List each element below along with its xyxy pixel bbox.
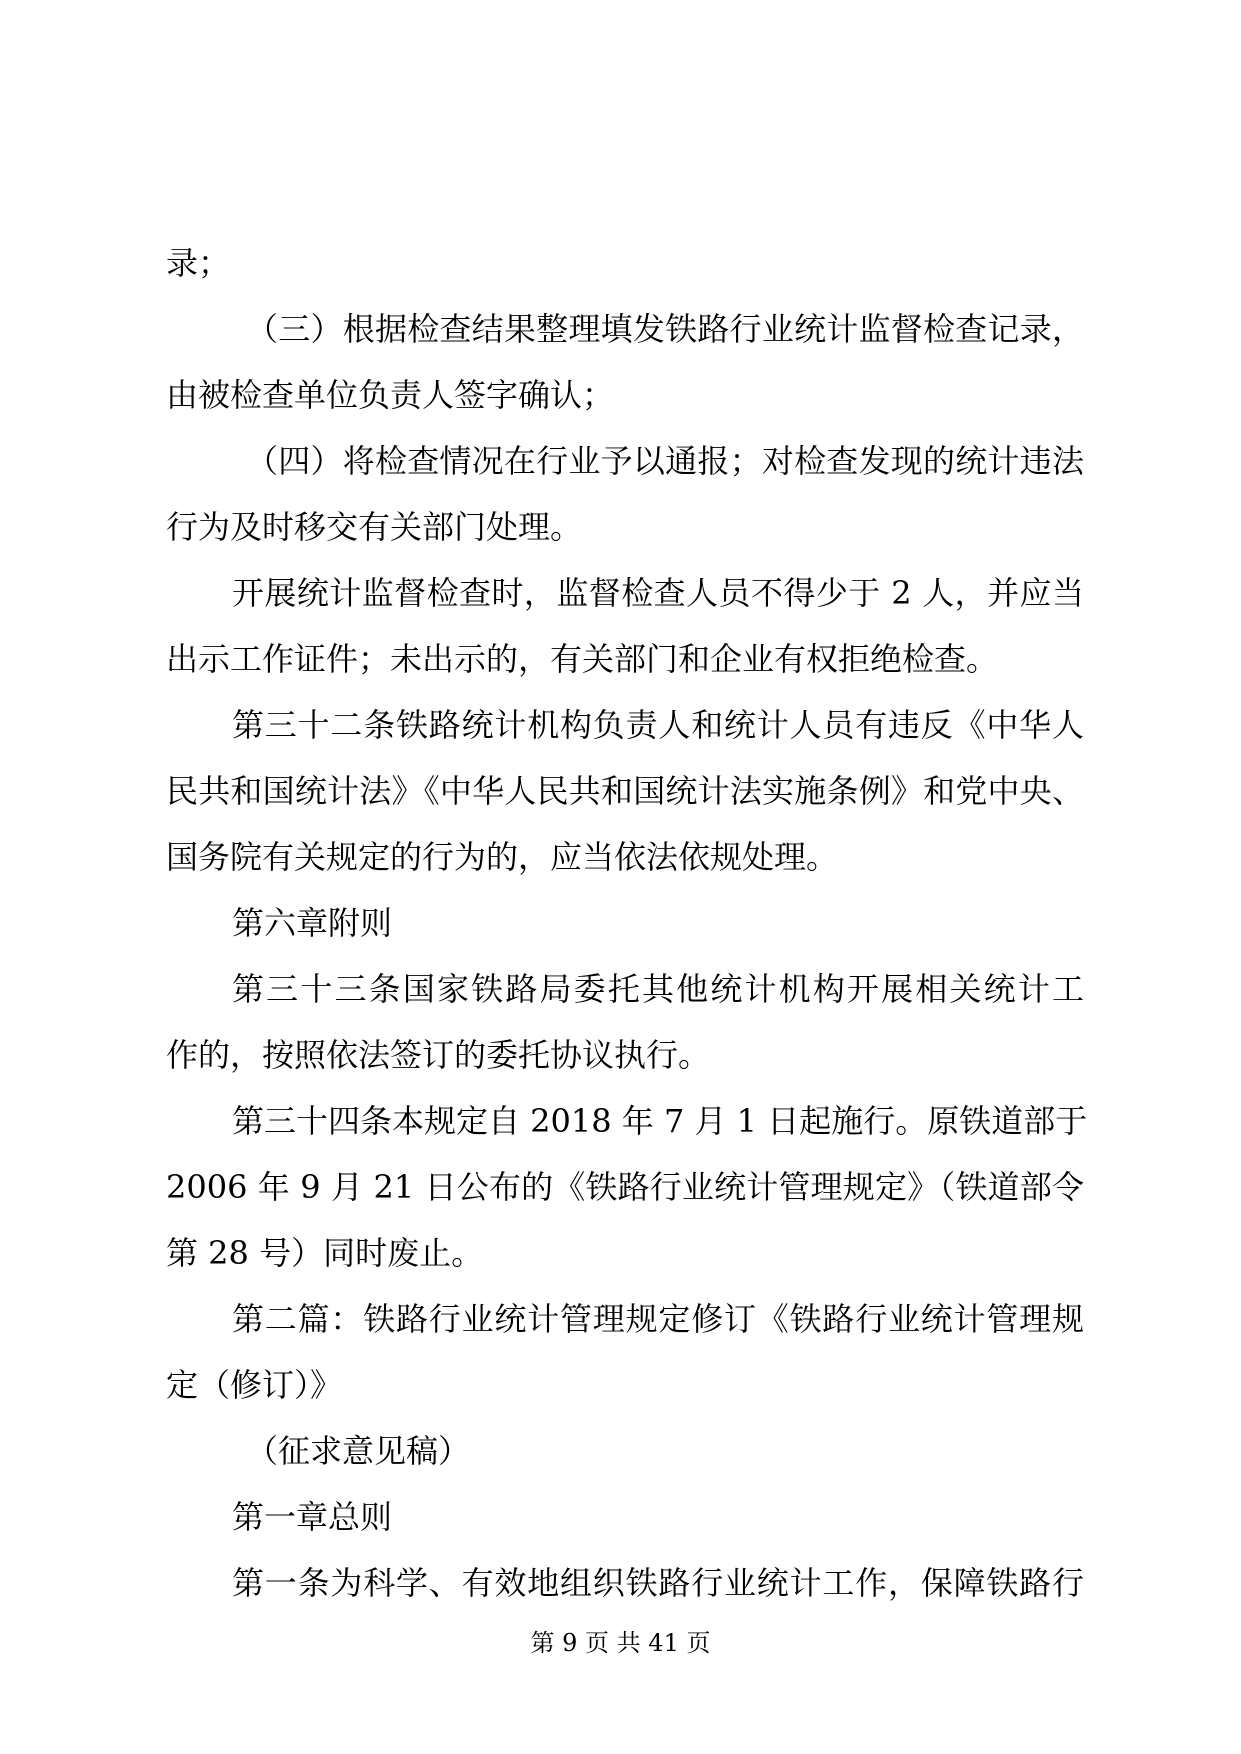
text-line: 定（修订）》 (166, 1366, 343, 1404)
text-line: 第三十二条铁路统计机构负责人和统计人员有违反《中华人 (232, 706, 1084, 744)
page-number: 第 9 页 共 41 页 (530, 1629, 711, 1657)
text-line: 民共和国统计法》《中华人民共和国统计法实施条例》和党中央、 (166, 772, 1084, 810)
text-line: 第一条为科学、有效地组织铁路行业统计工作，保障铁路行 (232, 1564, 1084, 1602)
text-line: 由被检查单位负责人签字确认； (166, 376, 615, 414)
text-line: 行为及时移交有关部门处理。 (166, 508, 583, 546)
text-line: 第三十三条国家铁路局委托其他统计机构开展相关统计工 (232, 970, 1084, 1008)
text-line: 作的，按照依法签订的委托协议执行。 (166, 1036, 711, 1074)
text-line: 第三十四条本规定自 2018 年 7 月 1 日起施行。原铁道部于 (232, 1102, 1088, 1140)
text-line: 第 28 号）同时废止。 (166, 1234, 484, 1272)
text-line: 出示工作证件；未出示的，有关部门和企业有权拒绝检查。 (166, 640, 999, 678)
text-line: 2006 年 9 月 21 日公布的《铁路行业统计管理规定》（铁道部令 (166, 1168, 1084, 1206)
text-line: 录； (166, 244, 231, 282)
text-line: （三）根据检查结果整理填发铁路行业统计监督检查记录， (246, 310, 1084, 348)
document-body (166, 230, 1088, 1616)
text-line: （四）将检查情况在行业予以通报；对检查发现的统计违法 (246, 442, 1084, 480)
text-line: 第二篇：铁路行业统计管理规定修订《铁路行业统计管理规 (232, 1300, 1084, 1338)
chapter-heading: 第一章总则 (232, 1498, 393, 1536)
text-line: 开展统计监督检查时，监督检查人员不得少于 2 人，并应当 (232, 574, 1084, 612)
text-line: （征求意见稿） (246, 1432, 471, 1470)
chapter-heading: 第六章附则 (232, 904, 393, 942)
text-line: 国务院有关规定的行为的，应当依法依规处理。 (166, 838, 839, 876)
